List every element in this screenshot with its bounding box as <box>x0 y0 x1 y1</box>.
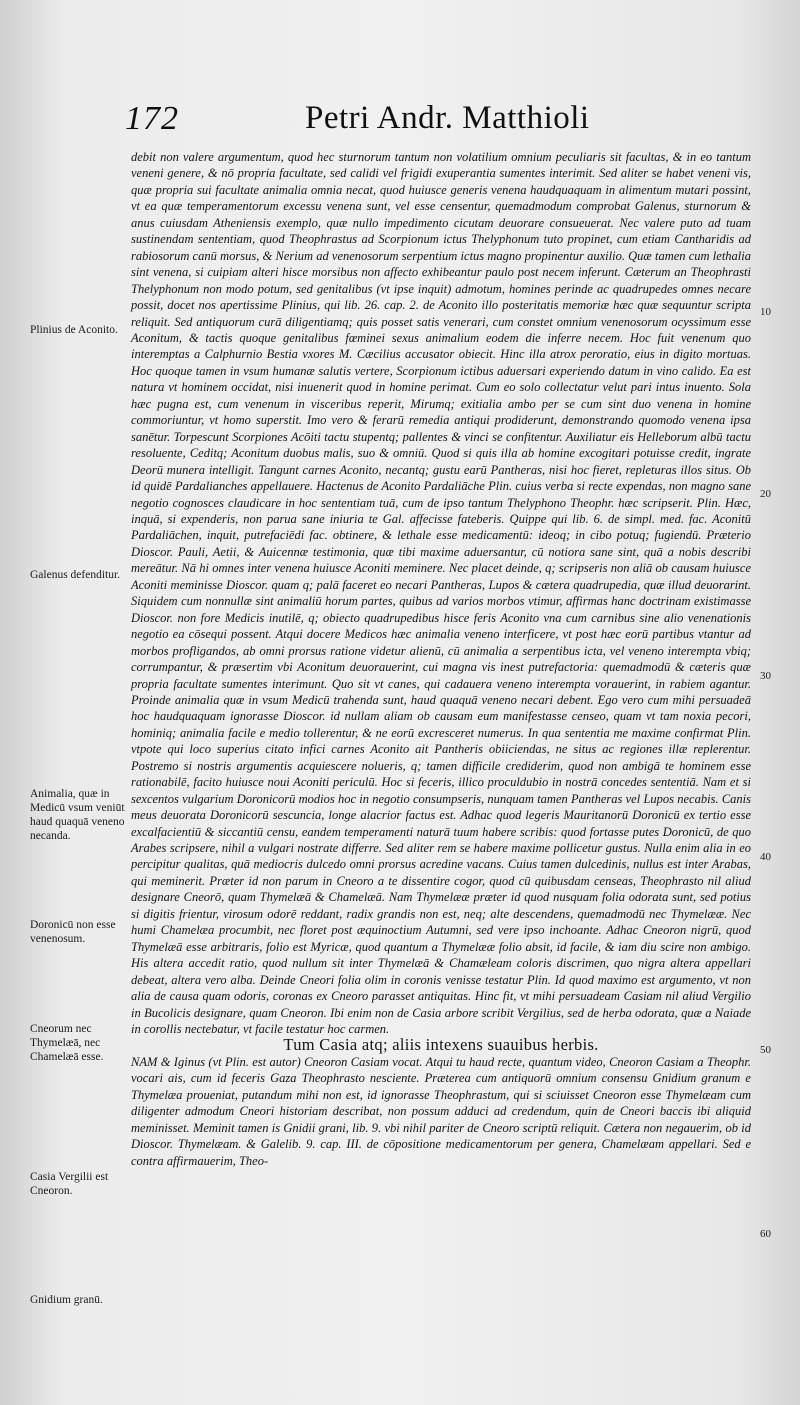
margin-note-cneorum: Cneorum nec Thymelæā, nec Chamelæā esse. <box>30 1023 104 1063</box>
margin-note-gnidium: Gnidium granū. <box>30 1294 103 1306</box>
line-number-60: 60 <box>760 1228 771 1240</box>
line-number-50: 50 <box>760 1044 771 1056</box>
margin-notes <box>0 0 125 1405</box>
line-number-40: 40 <box>760 851 771 863</box>
margin-note-casia: Casia Vergilii est Cneoron. <box>30 1171 109 1197</box>
verse-quotation: Tum Casia atq; aliis intexens suauibus herbis. <box>283 1035 599 1055</box>
margin-note-plinius: Plinius de Aconito. <box>30 324 118 336</box>
body-paragraph-1: debit non valere argumentum, quod hec sturnorum tantum non volatilium omnium peculiaris sit facultas, & in eo tantum veneni genere, & nō propria facultate, sed calidi vel frigidi exuperantia sumentes interimit. Sed aliter se habet veneni vis, quæ propria sui facultate animalia omnia necat, quod huiusce generis venena haudquaquam in alimentum mutari possint, vt ea quæ temperamentorum excessu venena sunt, vel esse censentur, quemadmodum comprobat Galenus, sturnorum & anus cuiusdam Atheniensis exemplo, quæ nullo impedimento cicutam deuorare consueuerat. Nec valere puto ad tuam sustinendam sententiam, quod Theophrastus ad Scorpionum ictus Thelyphonum tuto propinet, cum etiam Cantharidis ad rabiosorum canū morsus, & Nerium ad venenosorum serpentium ictus magno propinentur auxilio. Quæ tamen cum lethalia sint venena, si cuipiam alteri hisce morsibus non affecto exhibeantur paulo post necem inferunt. Cæterum an Theophrasti Thelyphonum non modo potum, sed genitalibus (vt ipse inquit) admotum, homines perinde ac quadrupedes omnes necare possit, docet nos apertissime Plinius, qui lib. 26. cap. 2. de Aconito illo posteritatis memoriæ hæc quæ sequuntur scripta reliquit. Sed antiquorum curā diligentiamq; quis posset satis venerari, cum constet omnium venenosorum ocyssimum esse Aconitum, & tactis quoque genitalibus fœminei sexus animalium eodem die inferre necem. Hoc fuit venenum quo interemptas a Calphurnio Bestia vxores M. Cæcilius accusator obiecit. Hinc illa atrox peroratio, eius in digito mortuas. Hoc quoque tamen in vsum humanæ salutis vertere, Scorpionum ictibus aduersari experiendo datum in vino calido. Ea est natura vt hominem occidat, nisi inuenerit quod in homine perimat. Cum eo solo collectatur velut pari intus inuento. Sola hæc pugna est, cum venenum in visceribus reperit, Mirumq; exitialia ambo per se cum sint duo venena in homine commoriuntur, vt homo superstit. Imo vero & ferarū remedia antiqui prodiderunt, demonstrando quomodo venena ipsa sanētur. Torpescunt Scorpiones Acōiti tactu stupentq; pallentes & vinci se confitentur. Auxiliatur eis Helleborum albū tactu resoluente, Ceditq; Aconitum duobus malis, suo & omniū. Quod si quis illa ab homine excogitari potuisse credit, ingrate Deorū munera intelligit. Tangunt carnes Aconito, necantq; gustu earū Pantheras, nisi hoc fieret, repleturas illos situs. Ob id quidē Pardalianches appellauere. Hactenus de Aconito Pardaliāche Plin. cuius verba si recte expendas, non magno sane negotio cognosces claudicare in hoc sententiam tuā, cum de ipso tantum Thelyphono Theophr. hæc scripserit. Plin. Hæc, inquā, si expenderis, non parua sane iniuria te Gal. affecisse fateberis. Quippe qui lib. 6. de simpl. med. fac. Aconitū Pardaliāchen, inquit, putrefaciēdi fac. obtinere, & lethale esse medicamentū: ideoq; in cibo potuq; fugiendū. Præterio Dioscor. Pauli, Aetii, & Auicennæ testimonia, quæ tibi maxime aduersantur, cū notiora sane sint, quā a nobis describi mereātur. Nā hi omnes inter venena huiusce Aconiti meminere. Nec placet deinde, q; scripseris non aliā ob causam huiusce Aconiti meminisse Dioscor. quam q; palā faceret eo necari Pantheras, Lupos & cætera quadrupedia, quæ illud deuorarint. Siquidem cum nonnullæ sint animaliū horum partes, quibus ad varios morbos vtimur, affirmas hanc doctrinam existimasse Dioscor. non fore Medicis inutilē, q; obiecto quadrupedibus hisce feris Aconito vna cum carnibus sine alio venenationis negotio ea cōsequi possent. Atqui docere Medicos hæc animalia veneno interficere, vt post hæc eorū partibus vtantur ad morbos profligandos, ab omni prorsus ratione videtur alienū, cū animalia a serpentibus icta, vel veneno interempta vbiq; corrumpantur, & præsertim vbi Aconitum deuorauerint, cui magna vis inest putrefactoria: quemadmodū & cæteris quæ propria facultate sumentes interimunt. Quo sit vt canes, qui cadauera veneno interempta vorauerint, in rabiem agantur. Proinde animalia quæ in vsum Medicū trahenda sunt, haud quaquā veneno necari debent. Ego vero cum mihi persuadeā hoc haudquaquam ignorasse Dioscor. id nullam aliam ob causam eum manifestasse censeo, quam vt tam noxia pecori, hominiq; animalia facile e medio tollerentur, & ne eorū excresceret numerus. In qua sententia me maxime confirmat Plin. vtpote qui loco superius citato infici carnes Aconito ait Pantheris obiiciendas, ne situs ac regiones illæ replerentur. Postremo si nostris argumentis acquiescere nolueris, q; tamen difficile crediderim, quod non ambigā te hominem esse rationabilē, facito huiusce noui Aconiti periculū. Hoc si feceris, illico proculdubio in nostrā concedes sententiā. Nam et si sexcentos vulgarium Doronicorū modios hoc in negotio consumpseris, nunquam tamen Pantheras vel Lupos necabis. Canis meus deuorata Doronicorū sescuncia, longe alacrior factus est. Adhac quod legeris Mauritanorū Doronicū ex tertio esse excalfacientiū & siccantiū censu, eandem temperamenti naturā tuum habere scribis: quod fortasse putes Doronicū, de quo Arabes scripsere, nihil a vulgari nostrate differre. Sed aliter rem se habere maxime pollicetur gustus. Nulla enim alia in eo percipitur qualitas, quā mediocris dulcedo omni prorsus acredine vacans. Cuius tamen dulcedinis, nullus est inter Arabas, qui meminerit. Præter id non parum in Cneoro a te dissentire cogor, quod cū quibusdam censeas, Theophrasto nil aliud designare Cneorō, quam Thymelæā & Chamelæā. Nam Thymelææ præter id quod nusquam folia odorata sunt, sed potius si digitis frientur, virosum odorē reddant, radix grandis non est, neq; alte descendens, quemadmodū nec Thymelææ. Nec humi Chamelæa procumbit, nec floret post æquinoctium Autumni, sed vere ipso inchoante. Adhac Cneoron nigrū, quod Thymelæā esse arbitraris, folio est Myricæ, quod quantum a Thymelææ folio absit, id facile, & iam diu scire non ambigo. His altera accedit ratio, quod nullum sit inter Thymelæā & Chamæleam coloris discrimen, quo nigra altera appellari debeat, altera vero alba. Deinde Cneori folia olim in coronis venisse testatur Plin. Id quod maximo est argumento, vt non alia de causa quam odoris, coronas ex Cneoro parasset antiquitas. Hinc fit, vt mihi persuadeam Casiam nil aliud Vergilio in Bucolicis designare, quam Cneoron. Ibi enim non de Casia arbore scribit Vergilius, sed de herba odorata, quæ a Naiade in corollis nectebatur, vt facile testatur hoc carmen. <box>131 150 751 1037</box>
running-title: Petri Andr. Matthioli <box>305 100 590 136</box>
main-text <box>131 149 751 1169</box>
page-header <box>125 100 605 144</box>
body-paragraph-2: NAM & Iginus (vt Plin. est autor) Cneoron Casiam vocat. Atqui tu haud recte, quantum video, Cneoron Casiam a Theophr. vocari ais, cum id feceris Gaza Theophrasto nesciente. Præterea cum antiquorū omnium consensu Gnidium granum e Thymelæa proueniat, putandum mihi non est, id ignorasse Theophrastum, qui si sciuisset Cneoron esse Thymelæam cum diligenter admodum Cneori historiam describat, non possum adduci ad credendum, quin de Cneori baccis ibi aliquid meminisset. Meminit tamen is Gnidii grani, lib. 9. vbi nihil pariter de Cneoro scriptū reliquit. Cætera non negauerim, ob id Dioscor. Thymelæam. & Galelib. 9. cap. III. de cōpositione medicamentorum per genera, Chamelæam appellari. Sed e contra affirmauerim, Theo- <box>131 1054 751 1168</box>
margin-note-animalia: Animalia, quæ in Medicū vsum veniūt haud quaquā veneno necanda. <box>30 788 125 842</box>
page-number: 172 <box>125 100 179 137</box>
margin-note-galenus: Galenus defenditur. <box>30 569 121 581</box>
line-number-30: 30 <box>760 670 771 682</box>
line-number-10: 10 <box>760 306 771 318</box>
line-number-20: 20 <box>760 488 771 500</box>
margin-note-doronicum: Doronicū non esse venenosum. <box>30 919 116 945</box>
